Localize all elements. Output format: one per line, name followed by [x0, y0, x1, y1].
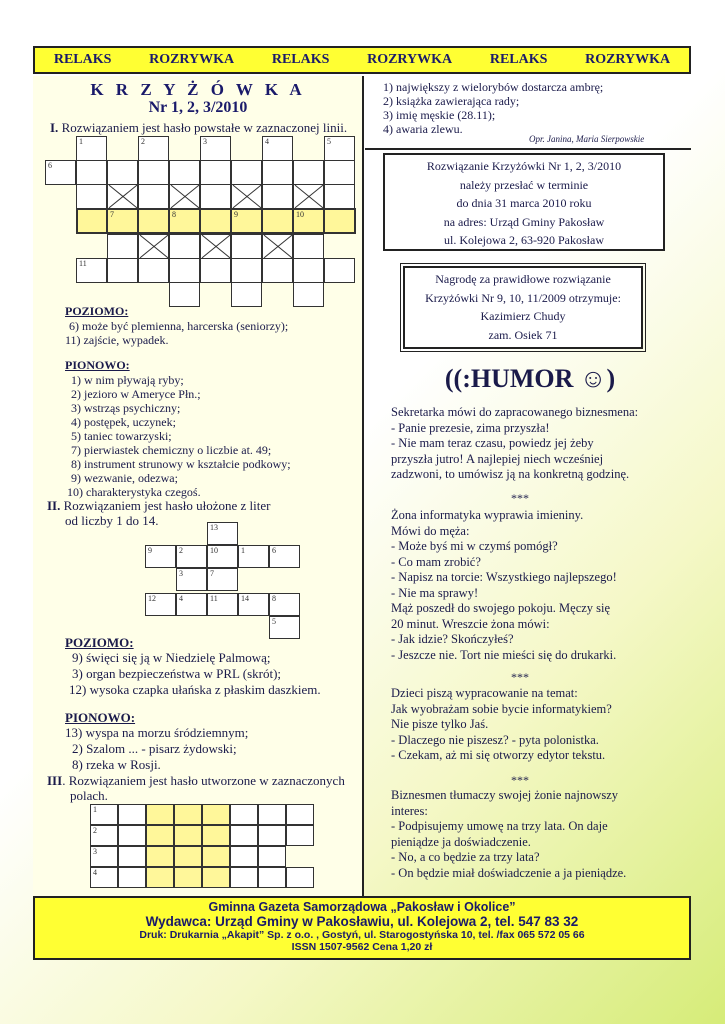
part3-intro-line2: polach. [70, 788, 108, 803]
solution-cell[interactable] [146, 846, 174, 867]
blocked-cell [138, 234, 169, 259]
blocked-cell [169, 184, 200, 209]
joke: Sekretarka mówi do zapracowanego biznesmena: - Panie prezesie, zima przyszła! - Nie mam teraz czasu, powiedz jej żeby przyszła jutro! A najlepiej niech wcześniej zadzwoni, to umówisz ją na konkretną godzinę. [391, 405, 639, 481]
clue: 1) największy z wielorybów dostarcza ambrę; [383, 80, 604, 94]
box-line: zam. Osiek 71 [488, 327, 558, 342]
grid-cell[interactable] [258, 804, 286, 825]
crossword-number: Nr 1, 2, 3/2010 [148, 99, 248, 116]
separator: *** [511, 491, 529, 505]
grid-cell[interactable] [200, 258, 231, 283]
clue: 2) książka zawierająca rady; [383, 94, 520, 108]
grid-cell[interactable]: 5 [269, 616, 300, 639]
clue: 1) w nim pływają ryby; [71, 373, 184, 387]
grid-cell[interactable]: 12 [145, 593, 176, 616]
grid-cell[interactable] [169, 282, 200, 307]
grid-cell[interactable]: 14 [238, 593, 269, 616]
grid-cell[interactable]: 3 [176, 568, 207, 591]
grid-cell[interactable]: 2 [138, 136, 169, 161]
grid-cell[interactable] [200, 184, 231, 209]
grid-cell[interactable] [262, 258, 293, 283]
solution-instructions-box [383, 153, 665, 251]
footer-publisher: Wydawca: Urząd Gminy w Pakosławiu, ul. Kolejowa 2, tel. 547 83 32 [145, 914, 579, 929]
publisher-footer [33, 896, 691, 960]
joke: Biznesmen tłumaczy swojej żonie najnowszy interes: - Podpisujemy umowę na trzy lata. On daje pieniądze ja doświadczenie. - No, a co będzie za trzy lata? - On będzie miał doświadczenie a ja pieniądze. [391, 788, 627, 880]
grid-cell[interactable] [286, 867, 314, 888]
grid-cell[interactable] [258, 825, 286, 846]
grid-cell[interactable] [138, 258, 169, 283]
grid-cell[interactable]: 4 [90, 867, 118, 888]
part1-intro: I. Rozwiązaniem jest hasło powstałe w zaznaczonej linii. [50, 120, 348, 135]
grid-cell[interactable]: 8 [269, 593, 300, 616]
grid-cell[interactable] [169, 258, 200, 283]
grid-cell[interactable] [293, 234, 324, 259]
grid-cell[interactable] [231, 234, 262, 259]
grid-cell[interactable]: 11 [76, 258, 107, 283]
grid-cell[interactable] [293, 258, 324, 283]
box-line: Nagrodę za prawidłowe rozwiązanie [435, 272, 611, 286]
box-line: należy przesłać w terminie [459, 177, 589, 192]
solution-cell[interactable] [146, 867, 174, 888]
box-line: do dnia 31 marca 2010 roku [456, 196, 592, 210]
prize-winner-box [403, 266, 643, 349]
banner-word: RELAKS [489, 52, 548, 67]
solution-cell[interactable] [174, 867, 202, 888]
grid-cell[interactable] [293, 160, 324, 185]
solution-cell[interactable] [202, 804, 230, 825]
grid-cell[interactable] [118, 846, 146, 867]
banner-word: RELAKS [271, 52, 330, 67]
humor-heading: ((:HUMOR ☺) [444, 364, 616, 393]
clue: 9) wezwanie, odezwa; [71, 471, 178, 485]
grid-cell[interactable] [230, 846, 258, 867]
grid-cell[interactable]: 4 [176, 593, 207, 616]
banner-word: ROZRYWKA [367, 52, 453, 67]
grid-cell[interactable] [200, 160, 231, 185]
grid-cell[interactable] [230, 867, 258, 888]
clue: 4) postępek, uczynek; [71, 415, 176, 429]
footer-issn: ISSN 1507-9562 Cena 1,20 zł [291, 941, 433, 953]
grid-cell[interactable]: 10 [207, 545, 238, 568]
grid-cell[interactable] [138, 209, 169, 234]
separator: *** [511, 670, 529, 684]
clue: 8) instrument strunowy w kształcie podkowy; [71, 457, 291, 471]
grid-cell[interactable] [118, 804, 146, 825]
grid-cell[interactable]: 2 [176, 545, 207, 568]
section-rule [365, 148, 691, 150]
joke: Żona informatyka wyprawia imieniny. Mówi do męża: - Może byś mi w czymś pomógł? - Co mam zrobić? - Napisz na torcie: Wszystkiego najlepszego! - Nie ma sprawy! Mąż poszedł do swojego pokoju. Męczy się 20 minut. Wreszcie żona mówi: - Jak idzie? Skończyłeś? - Jeszcze nie. Tort nie mieści się do drukarki. [391, 508, 617, 662]
banner-word: ROZRYWKA [149, 52, 235, 67]
grid-cell[interactable] [324, 209, 355, 234]
grid-cell[interactable] [324, 258, 355, 283]
blocked-cell [293, 184, 324, 209]
grid-cell[interactable] [169, 160, 200, 185]
clue: 7) pierwiastek chemiczny o liczbie at. 49; [71, 443, 272, 457]
solution-cell[interactable] [202, 825, 230, 846]
grid-cell[interactable] [76, 209, 107, 234]
grid-cell[interactable] [231, 160, 262, 185]
clue: 9) święci się ją w Niedzielę Palmową; [72, 650, 271, 665]
grid-cell[interactable] [286, 804, 314, 825]
pionowo-header: PIONOWO: [65, 358, 130, 372]
poziomo-header: POZIOMO: [65, 635, 134, 650]
grid-cell[interactable]: 9 [231, 209, 262, 234]
grid-cell[interactable]: 7 [107, 209, 138, 234]
solution-cell[interactable] [202, 867, 230, 888]
solution-cell[interactable] [146, 804, 174, 825]
clue: 6) może być plemienna, harcerska (seniorzy); [69, 319, 289, 333]
grid-cell[interactable] [262, 209, 293, 234]
grid-cell[interactable] [324, 184, 355, 209]
grid-cell[interactable] [138, 160, 169, 185]
box-line: Krzyżówki Nr 9, 10, 11/2009 otrzymuje: [425, 290, 621, 305]
box-line: ul. Kolejowa 2, 63-920 Pakosław [444, 233, 604, 247]
grid-cell[interactable]: 1 [90, 804, 118, 825]
grid-cell[interactable]: 11 [207, 593, 238, 616]
grid-cell[interactable] [107, 160, 138, 185]
grid-cell[interactable] [258, 846, 286, 867]
pionowo-header: PIONOWO: [65, 710, 136, 725]
blocked-cell [200, 234, 231, 259]
grid-cell[interactable]: 5 [324, 136, 355, 161]
column-divider [362, 76, 364, 896]
solution-cell[interactable] [202, 846, 230, 867]
grid-cell[interactable] [76, 160, 107, 185]
grid-cell[interactable] [286, 825, 314, 846]
grid-cell[interactable]: 7 [207, 568, 238, 591]
grid-cell[interactable] [262, 184, 293, 209]
grid-cell[interactable] [324, 160, 355, 185]
solution-cell[interactable] [174, 825, 202, 846]
clue: 12) wysoka czapka ułańska z płaskim daszkiem. [69, 682, 321, 697]
author-credit: Opr. Janina, Maria Sierpowskie [529, 134, 645, 144]
grid-cell[interactable] [230, 825, 258, 846]
clue: 5) taniec towarzyski; [71, 429, 172, 443]
banner-word: RELAKS [53, 52, 112, 67]
grid-cell[interactable]: 3 [90, 846, 118, 867]
blocked-cell [262, 234, 293, 259]
grid-cell[interactable] [293, 282, 324, 307]
grid-cell[interactable] [200, 209, 231, 234]
grid-cell[interactable] [118, 867, 146, 888]
solution-cell[interactable] [174, 846, 202, 867]
box-line: Kazimierz Chudy [480, 309, 566, 323]
clue: 2) jezioro w Ameryce Płn.; [71, 387, 201, 401]
grid-cell[interactable] [231, 258, 262, 283]
clue: 2) Szalom ... - pisarz żydowski; [72, 741, 237, 756]
part3-intro: III. Rozwiązaniem jest hasło utworzone w zaznaczonych [47, 773, 345, 788]
grid-cell[interactable]: 2 [90, 825, 118, 846]
blocked-cell [231, 184, 262, 209]
grid-cell[interactable]: 6 [45, 160, 76, 185]
banner-word: ROZRYWKA [585, 52, 671, 67]
grid-cell[interactable] [231, 282, 262, 307]
grid-cell[interactable]: 10 [293, 209, 324, 234]
box-line: Rozwiązanie Krzyżówki Nr 1, 2, 3/2010 [426, 159, 622, 173]
footer-gazette: Gminna Gazeta Samorządowa „Pakosław i Okolice” [208, 900, 516, 914]
grid-cell[interactable] [258, 867, 286, 888]
separator: *** [511, 773, 529, 787]
grid-cell[interactable] [107, 234, 138, 259]
clue: 4) awaria zlewu. [383, 122, 463, 136]
grid-cell[interactable]: 13 [207, 522, 238, 545]
grid-cell[interactable] [262, 160, 293, 185]
grid-cell[interactable]: 1 [76, 136, 107, 161]
grid-cell[interactable]: 6 [269, 545, 300, 568]
clue: 11) zajście, wypadek. [65, 333, 169, 347]
grid-cell[interactable] [118, 825, 146, 846]
crossword-title: K R Z Y Ż Ó W K A [90, 80, 306, 99]
grid-cell[interactable]: 9 [145, 545, 176, 568]
grid-cell[interactable]: 4 [262, 136, 293, 161]
grid-cell[interactable] [107, 258, 138, 283]
grid-cell[interactable]: 3 [200, 136, 231, 161]
part2-intro-line2: od liczby 1 do 14. [65, 513, 159, 528]
top-banner [33, 46, 691, 74]
solution-cell[interactable] [146, 825, 174, 846]
grid-cell[interactable]: 1 [238, 545, 269, 568]
footer-printer: Druk: Drukarnia „Akapit” Sp. z o.o. , Gostyń, ul. Starogostyńska 10, tel. /fax 065 572 05 66 [139, 929, 585, 941]
clue: 10) charakterystyka czegoś. [67, 485, 201, 499]
blocked-cell [107, 184, 138, 209]
grid-cell[interactable] [138, 184, 169, 209]
grid-cell[interactable]: 8 [169, 209, 200, 234]
joke: Dzieci piszą wypracowanie na temat: Jak wyobrażam sobie bycie informatykiem? Nie pisze tylko Jaś. - Dlaczego nie piszesz? - pyta polonistka. - Czekam, aż mi się otworzy edytor tekstu. [391, 686, 612, 762]
poziomo-header: POZIOMO: [65, 304, 129, 318]
grid-cell[interactable] [76, 184, 107, 209]
clue: 8) rzeka w Rosji. [72, 757, 161, 772]
clue: 3) wstrząs psychiczny; [71, 401, 181, 415]
solution-cell[interactable] [174, 804, 202, 825]
clue: 13) wyspa na morzu śródziemnym; [65, 725, 249, 740]
clue: 3) imię męskie (28.11); [383, 108, 496, 122]
part2-intro: II. Rozwiązaniem jest hasło ułożone z liter [47, 498, 271, 513]
box-line: na adres: Urząd Gminy Pakosław [443, 214, 605, 229]
clue: 3) organ bezpieczeństwa w PRL (skrót); [72, 666, 282, 681]
grid-cell[interactable] [230, 804, 258, 825]
grid-cell[interactable] [169, 234, 200, 259]
